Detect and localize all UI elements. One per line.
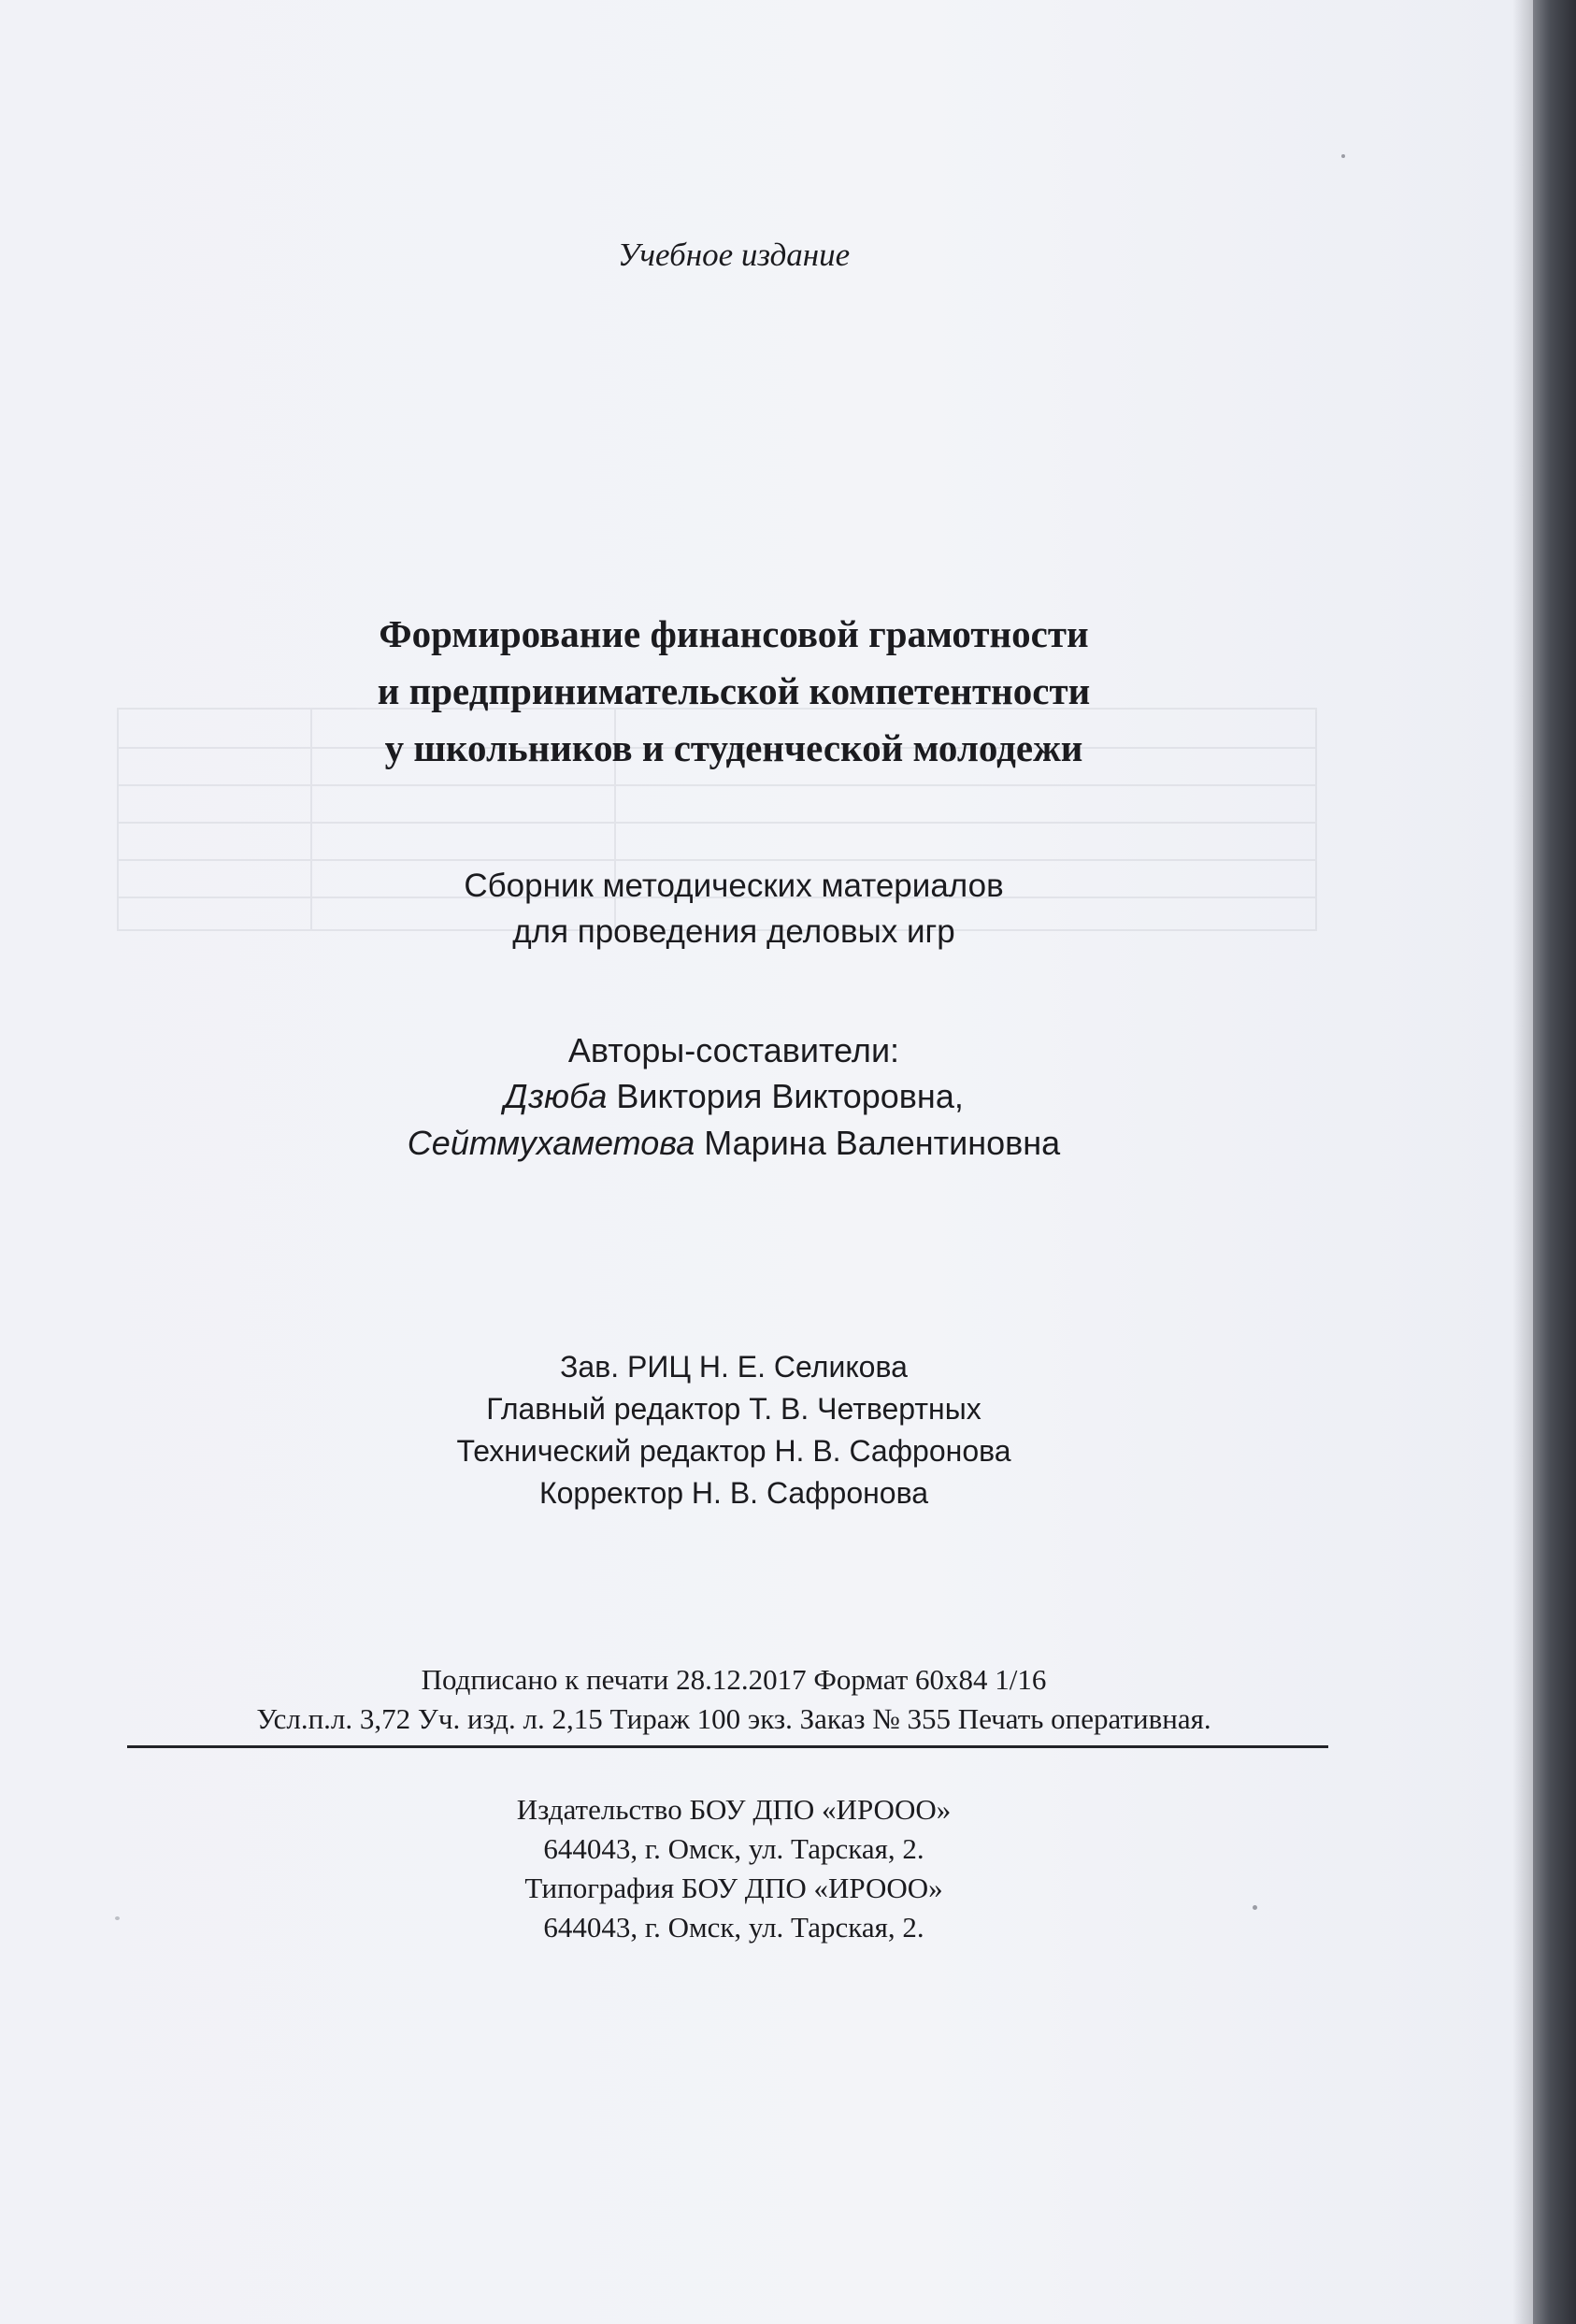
scan-shadow <box>1512 0 1533 2324</box>
scanner-edge <box>1533 0 1576 2324</box>
author-entry <box>0 1073 1468 1120</box>
author-entry <box>0 1120 1468 1167</box>
publisher-line: Типография БОУ ДПО «ИРООО» <box>524 1872 943 1904</box>
subtitle-line: для проведения деловых игр <box>512 913 955 950</box>
title-line: и предпринимательской компетентности <box>377 669 1091 712</box>
print-line: Усл.п.л. 3,72 Уч. изд. л. 2,15 Тираж 100 экз. Заказ № 355 Печать оперативная. <box>256 1702 1211 1735</box>
staff-line: Корректор Н. В. Сафронова <box>538 1476 929 1510</box>
document-subtitle <box>0 863 1468 954</box>
staff-line: Технический редактор Н. В. Сафронова <box>456 1434 1011 1468</box>
author-given-name: Марина Валентиновна <box>704 1124 1061 1162</box>
subtitle-line: Сборник методических материалов <box>464 868 1004 904</box>
publisher-line: 644043, г. Омск, ул. Тарская, 2. <box>543 1911 924 1944</box>
title-line: у школьников и студенческой молодежи <box>384 726 1083 769</box>
staff-line: Зав. РИЦ Н. Е. Селикова <box>560 1350 908 1384</box>
print-line: Подписано к печати 28.12.2017 Формат 60х84 1/16 <box>421 1663 1047 1696</box>
publisher-info <box>0 1790 1468 1947</box>
edition-type: Учебное издание <box>617 237 851 273</box>
author-given-name: Виктория Викторовна, <box>616 1077 964 1115</box>
title-line: Формирование финансовой грамотности <box>379 612 1089 655</box>
scan-speck <box>115 1916 120 1920</box>
divider-rule <box>127 1745 1328 1748</box>
staff-line: Главный редактор Т. В. Четвертных <box>486 1392 981 1426</box>
publisher-line: Издательство БОУ ДПО «ИРООО» <box>516 1793 952 1826</box>
author-surname: Дзюба <box>504 1077 608 1115</box>
authors-heading: Авторы-составители: <box>567 1031 900 1069</box>
author-surname: Сейтмухаметова <box>407 1124 695 1162</box>
scan-speck <box>1341 154 1345 158</box>
publisher-line: 644043, г. Омск, ул. Тарская, 2. <box>543 1832 924 1865</box>
editorial-staff <box>0 1346 1468 1514</box>
document-title <box>0 606 1468 777</box>
print-details <box>0 1660 1468 1739</box>
scan-speck <box>1253 1905 1257 1910</box>
